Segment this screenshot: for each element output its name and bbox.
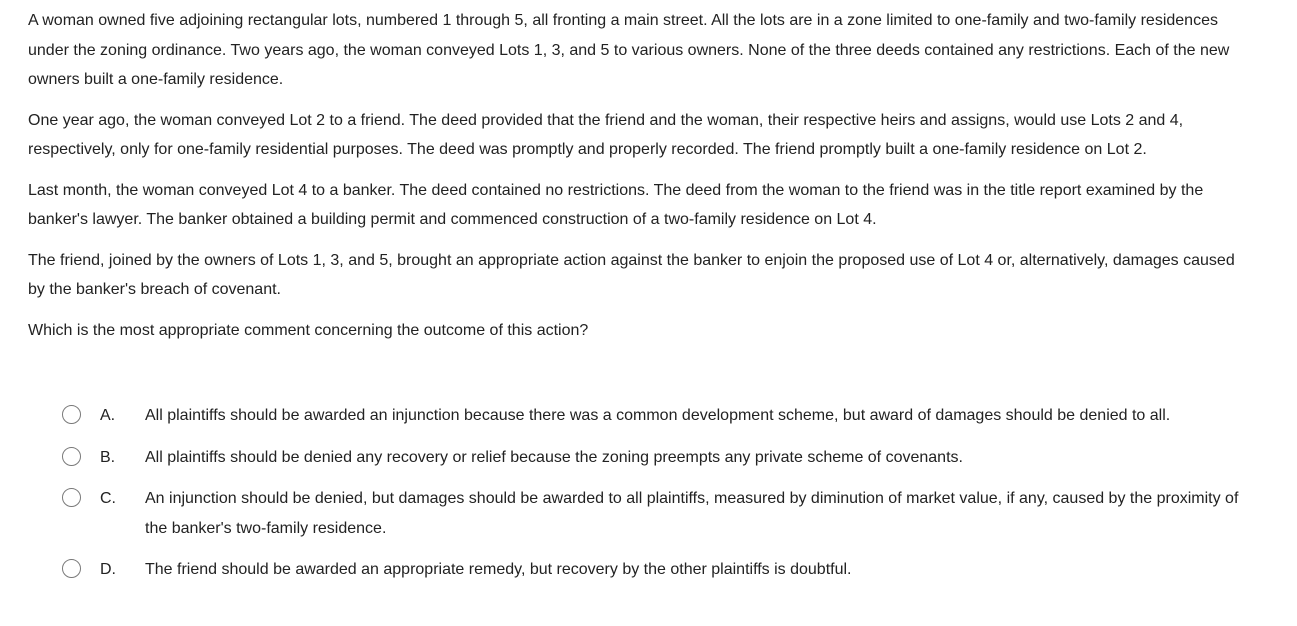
question-paragraph-3: Last month, the woman conveyed Lot 4 to a banker. The deed contained no restrictions. The deed from the woman to the friend was in the title report examined by the banker's lawyer. The banker obtained a building permit and commenced construction of a two-family residence on Lot 4. (28, 181, 1204, 228)
question-prompt: Which is the most appropriate comment concerning the outcome of this action? (28, 321, 589, 339)
option-text-c: An injunction should be denied, but damages should be awarded to all plaintiffs, measured by diminution of market value, if any, caused by the proximity of the banker's two-family residence. (145, 490, 1239, 537)
answer-options (62, 401, 1262, 585)
option-text-a: All plaintiffs should be awarded an injunction because there was a common development scheme, but award of damages should be denied to all. (145, 407, 1171, 424)
option-letter-b: B. (100, 448, 116, 466)
option-text-b: All plaintiffs should be denied any recovery or relief because the zoning preempts any private scheme of covenants. (145, 448, 963, 466)
radio-button-c[interactable] (62, 488, 81, 507)
answer-option-b[interactable] (62, 443, 1262, 473)
answer-option-d[interactable] (62, 555, 1262, 585)
question-paragraph-1: A woman owned five adjoining rectangular lots, numbered 1 through 5, all fronting a main street. All the lots are in a zone limited to one-family and two-family residences under the zoning ordinance. Two years ago, the woman conveyed Lots 1, 3, and 5 to various owners. None of the three deeds contained any restrictions. Each of the new owners built a one-family residence. (28, 12, 1230, 88)
option-letter-a: A. (100, 407, 116, 424)
option-text-d: The friend should be awarded an appropriate remedy, but recovery by the other plaintiffs is doubtful. (145, 561, 852, 578)
question-paragraph-2: One year ago, the woman conveyed Lot 2 to a friend. The deed provided that the friend and the woman, their respective heirs and assigns, would use Lots 2 and 4, respectively, only for one-family residential purposes. The deed was promptly and properly recorded. The friend promptly built a one-family residence on Lot 2. (28, 111, 1184, 158)
option-letter-c: C. (100, 490, 116, 507)
radio-button-a[interactable] (62, 405, 81, 424)
radio-button-b[interactable] (62, 447, 81, 466)
radio-button-d[interactable] (62, 559, 81, 578)
option-letter-d: D. (100, 561, 116, 578)
question-paragraph-4: The friend, joined by the owners of Lots 1, 3, and 5, brought an appropriate action against the banker to enjoin the proposed use of Lot 4 or, alternatively, damages caused by the banker's breach of covenant. (28, 251, 1235, 298)
answer-option-c[interactable] (62, 484, 1262, 543)
answer-option-a[interactable] (62, 401, 1262, 431)
question-stem (28, 6, 1248, 345)
